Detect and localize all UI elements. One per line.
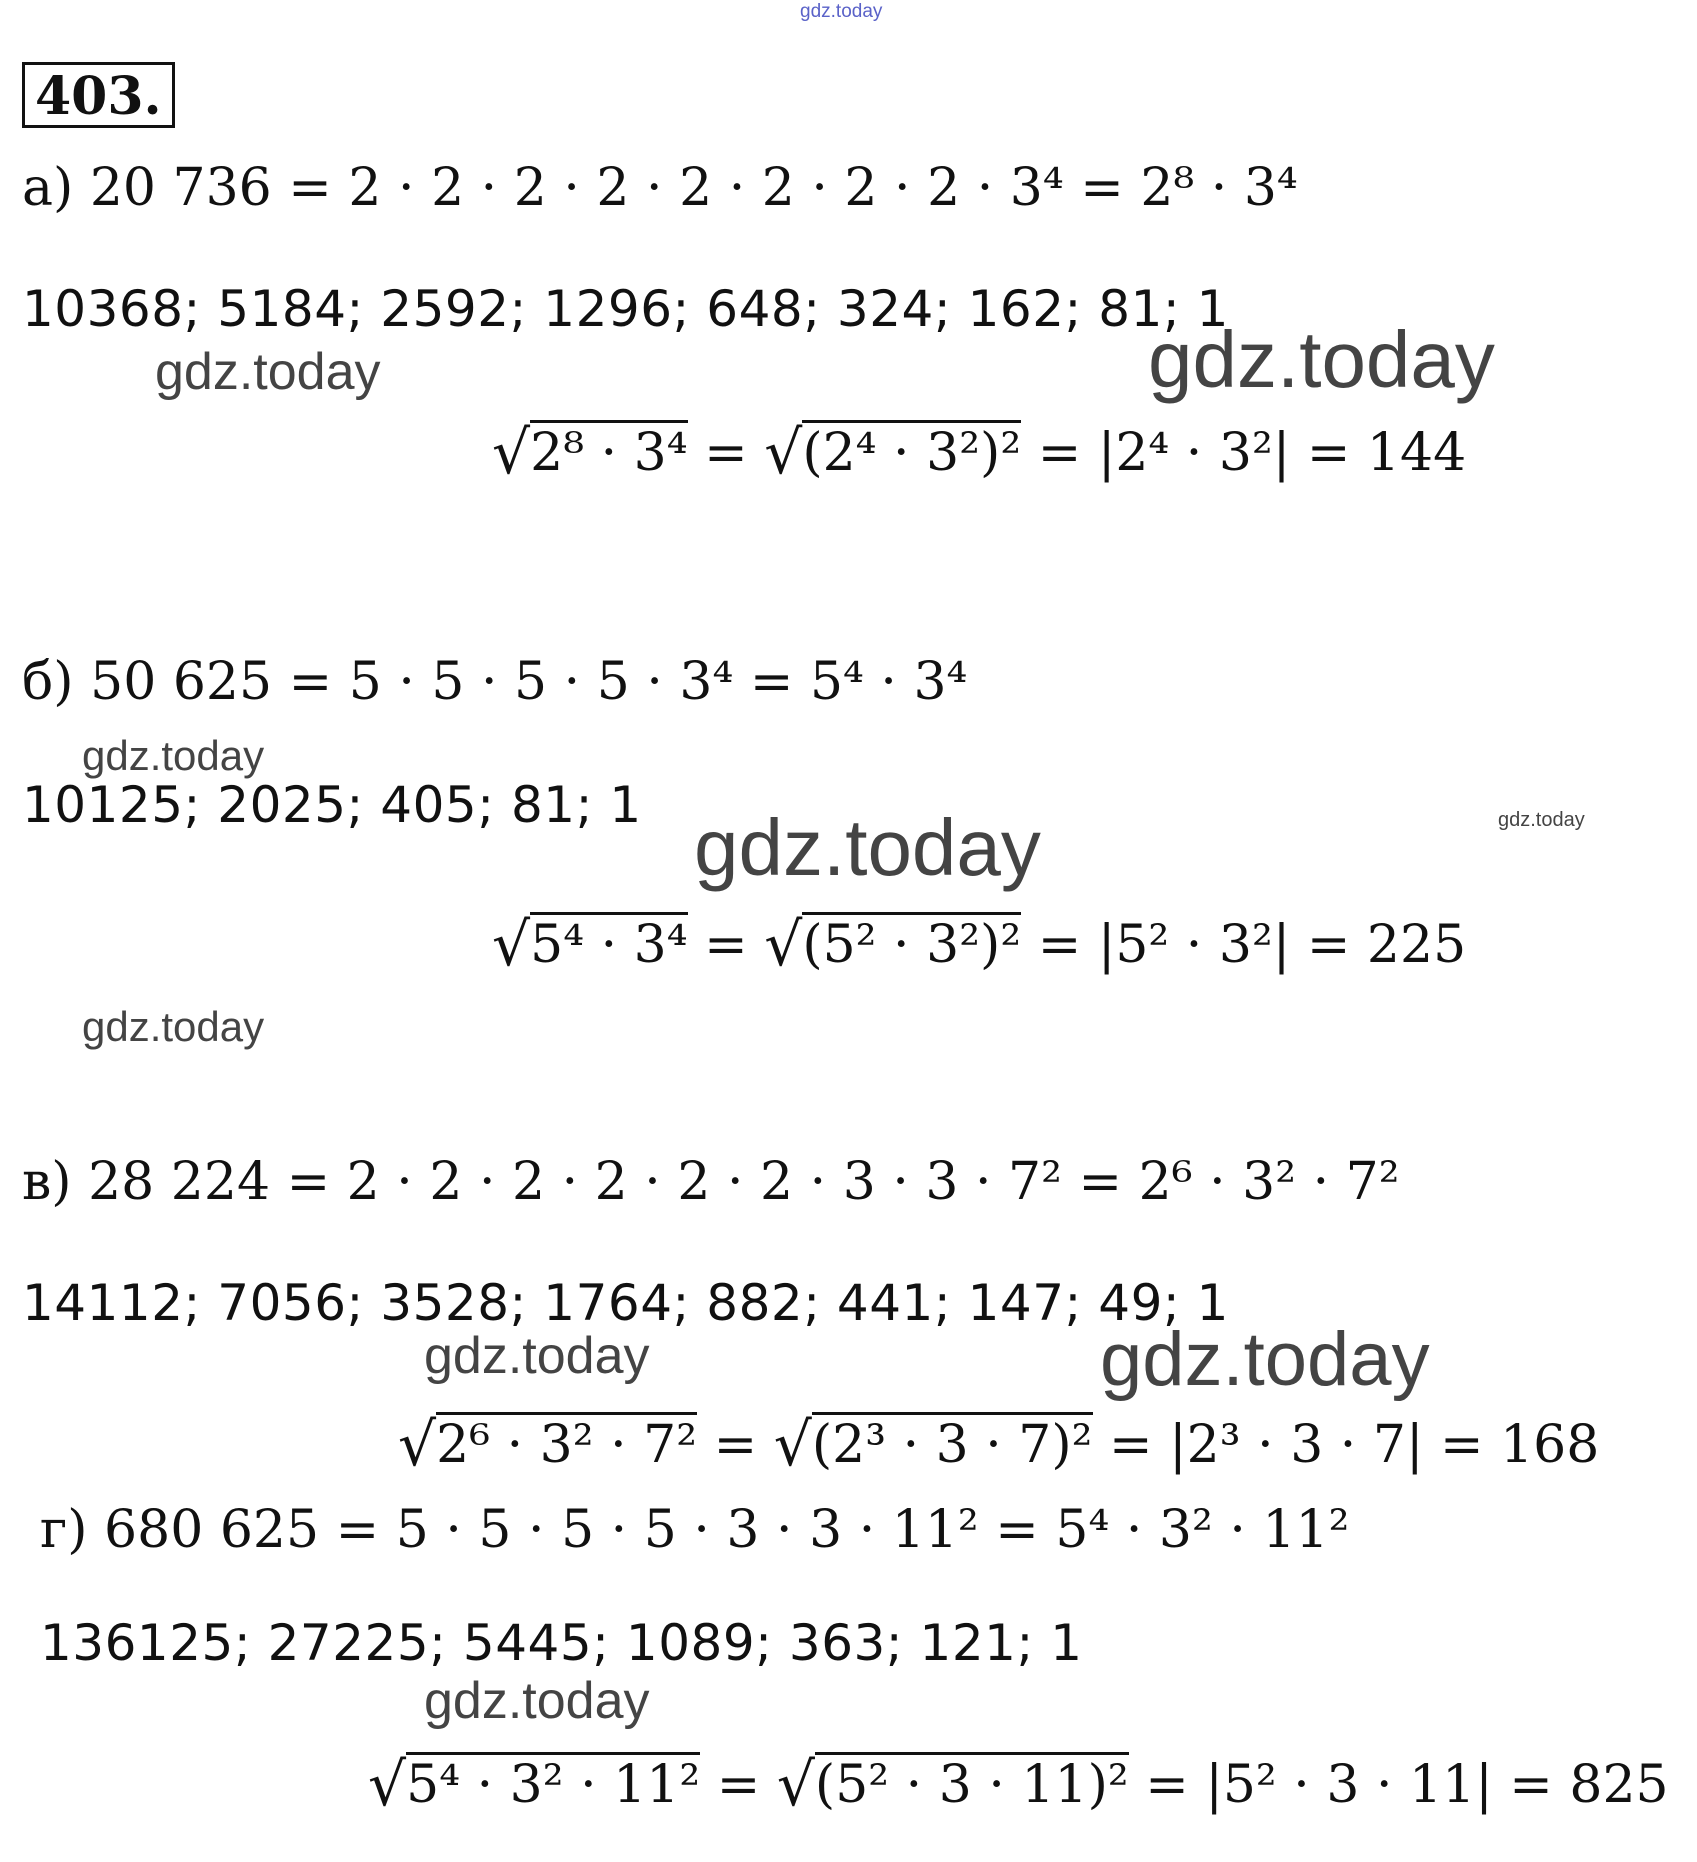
part-g-factorization: г) 680 625 = 5 · 5 · 5 · 5 · 3 · 3 · 11² = 5⁴ · 3² · 11² <box>40 1500 1350 1560</box>
part-v-quotients: 14112; 7056; 3528; 1764; 882; 441; 147; 49; 1 <box>22 1274 1229 1332</box>
sqrt-radical: √5⁴ · 3² · 11² <box>368 1749 701 1820</box>
sqrt-radical: √2⁶ · 3² · 7² <box>398 1409 698 1480</box>
sqrt-radical: √(5² · 3²)² <box>764 909 1022 980</box>
part-b-factorization: б) 50 625 = 5 · 5 · 5 · 5 · 3⁴ = 5⁴ · 3⁴ <box>22 652 968 712</box>
problem-number: 403. <box>22 62 175 128</box>
watermark: gdz.today <box>155 343 381 401</box>
part-b-result: = |5² · 3²| = 225 <box>1021 915 1467 975</box>
part-a-quotients: 10368; 5184; 2592; 1296; 648; 324; 162; 81; 1 <box>22 280 1229 338</box>
part-a-result: = |2⁴ · 3²| = 144 <box>1021 423 1467 483</box>
watermark: gdz.today <box>694 803 1041 892</box>
sqrt-radical: √(2⁴ · 3²)² <box>764 417 1022 488</box>
part-v-root-expression: √2⁶ · 3² · 7² = √(2³ · 3 · 7)² = |2³ · 3 · 7| = 168 <box>398 1409 1600 1480</box>
watermark: gdz.today <box>1498 809 1585 831</box>
part-g-quotients: 136125; 27225; 5445; 1089; 363; 121; 1 <box>40 1614 1083 1672</box>
watermark: gdz.today <box>1148 315 1495 404</box>
top-watermark: gdz.today <box>800 1 883 22</box>
part-b-quotients: 10125; 2025; 405; 81; 1 <box>22 776 642 834</box>
watermark: gdz.today <box>82 732 265 779</box>
part-g-root-expression: √5⁴ · 3² · 11² = √(5² · 3 · 11)² = |5² · 3 · 11| = 825 <box>368 1749 1669 1820</box>
part-a-factorization: а) 20 736 = 2 · 2 · 2 · 2 · 2 · 2 · 2 · 2 · 3⁴ = 2⁸ · 3⁴ <box>22 158 1298 218</box>
part-b-root-expression: √5⁴ · 3⁴ = √(5² · 3²)² = |5² · 3²| = 225 <box>492 909 1467 980</box>
watermark: gdz.today <box>424 1672 650 1730</box>
part-v-result: = |2³ · 3 · 7| = 168 <box>1092 1415 1600 1475</box>
watermark: gdz.today <box>1100 1317 1430 1402</box>
part-a-root-expression: √2⁸ · 3⁴ = √(2⁴ · 3²)² = |2⁴ · 3²| = 144 <box>492 417 1467 488</box>
sqrt-radical: √5⁴ · 3⁴ <box>492 909 688 980</box>
sqrt-radical: √(5² · 3 · 11)² <box>776 1749 1129 1820</box>
watermark: gdz.today <box>424 1327 650 1385</box>
part-g-result: = |5² · 3 · 11| = 825 <box>1128 1755 1669 1815</box>
sqrt-radical: √2⁸ · 3⁴ <box>492 417 688 488</box>
part-v-factorization: в) 28 224 = 2 · 2 · 2 · 2 · 2 · 2 · 3 · 3 · 7² = 2⁶ · 3² · 7² <box>22 1152 1400 1212</box>
sqrt-radical: √(2³ · 3 · 7)² <box>773 1409 1093 1480</box>
watermark: gdz.today <box>82 1003 265 1050</box>
